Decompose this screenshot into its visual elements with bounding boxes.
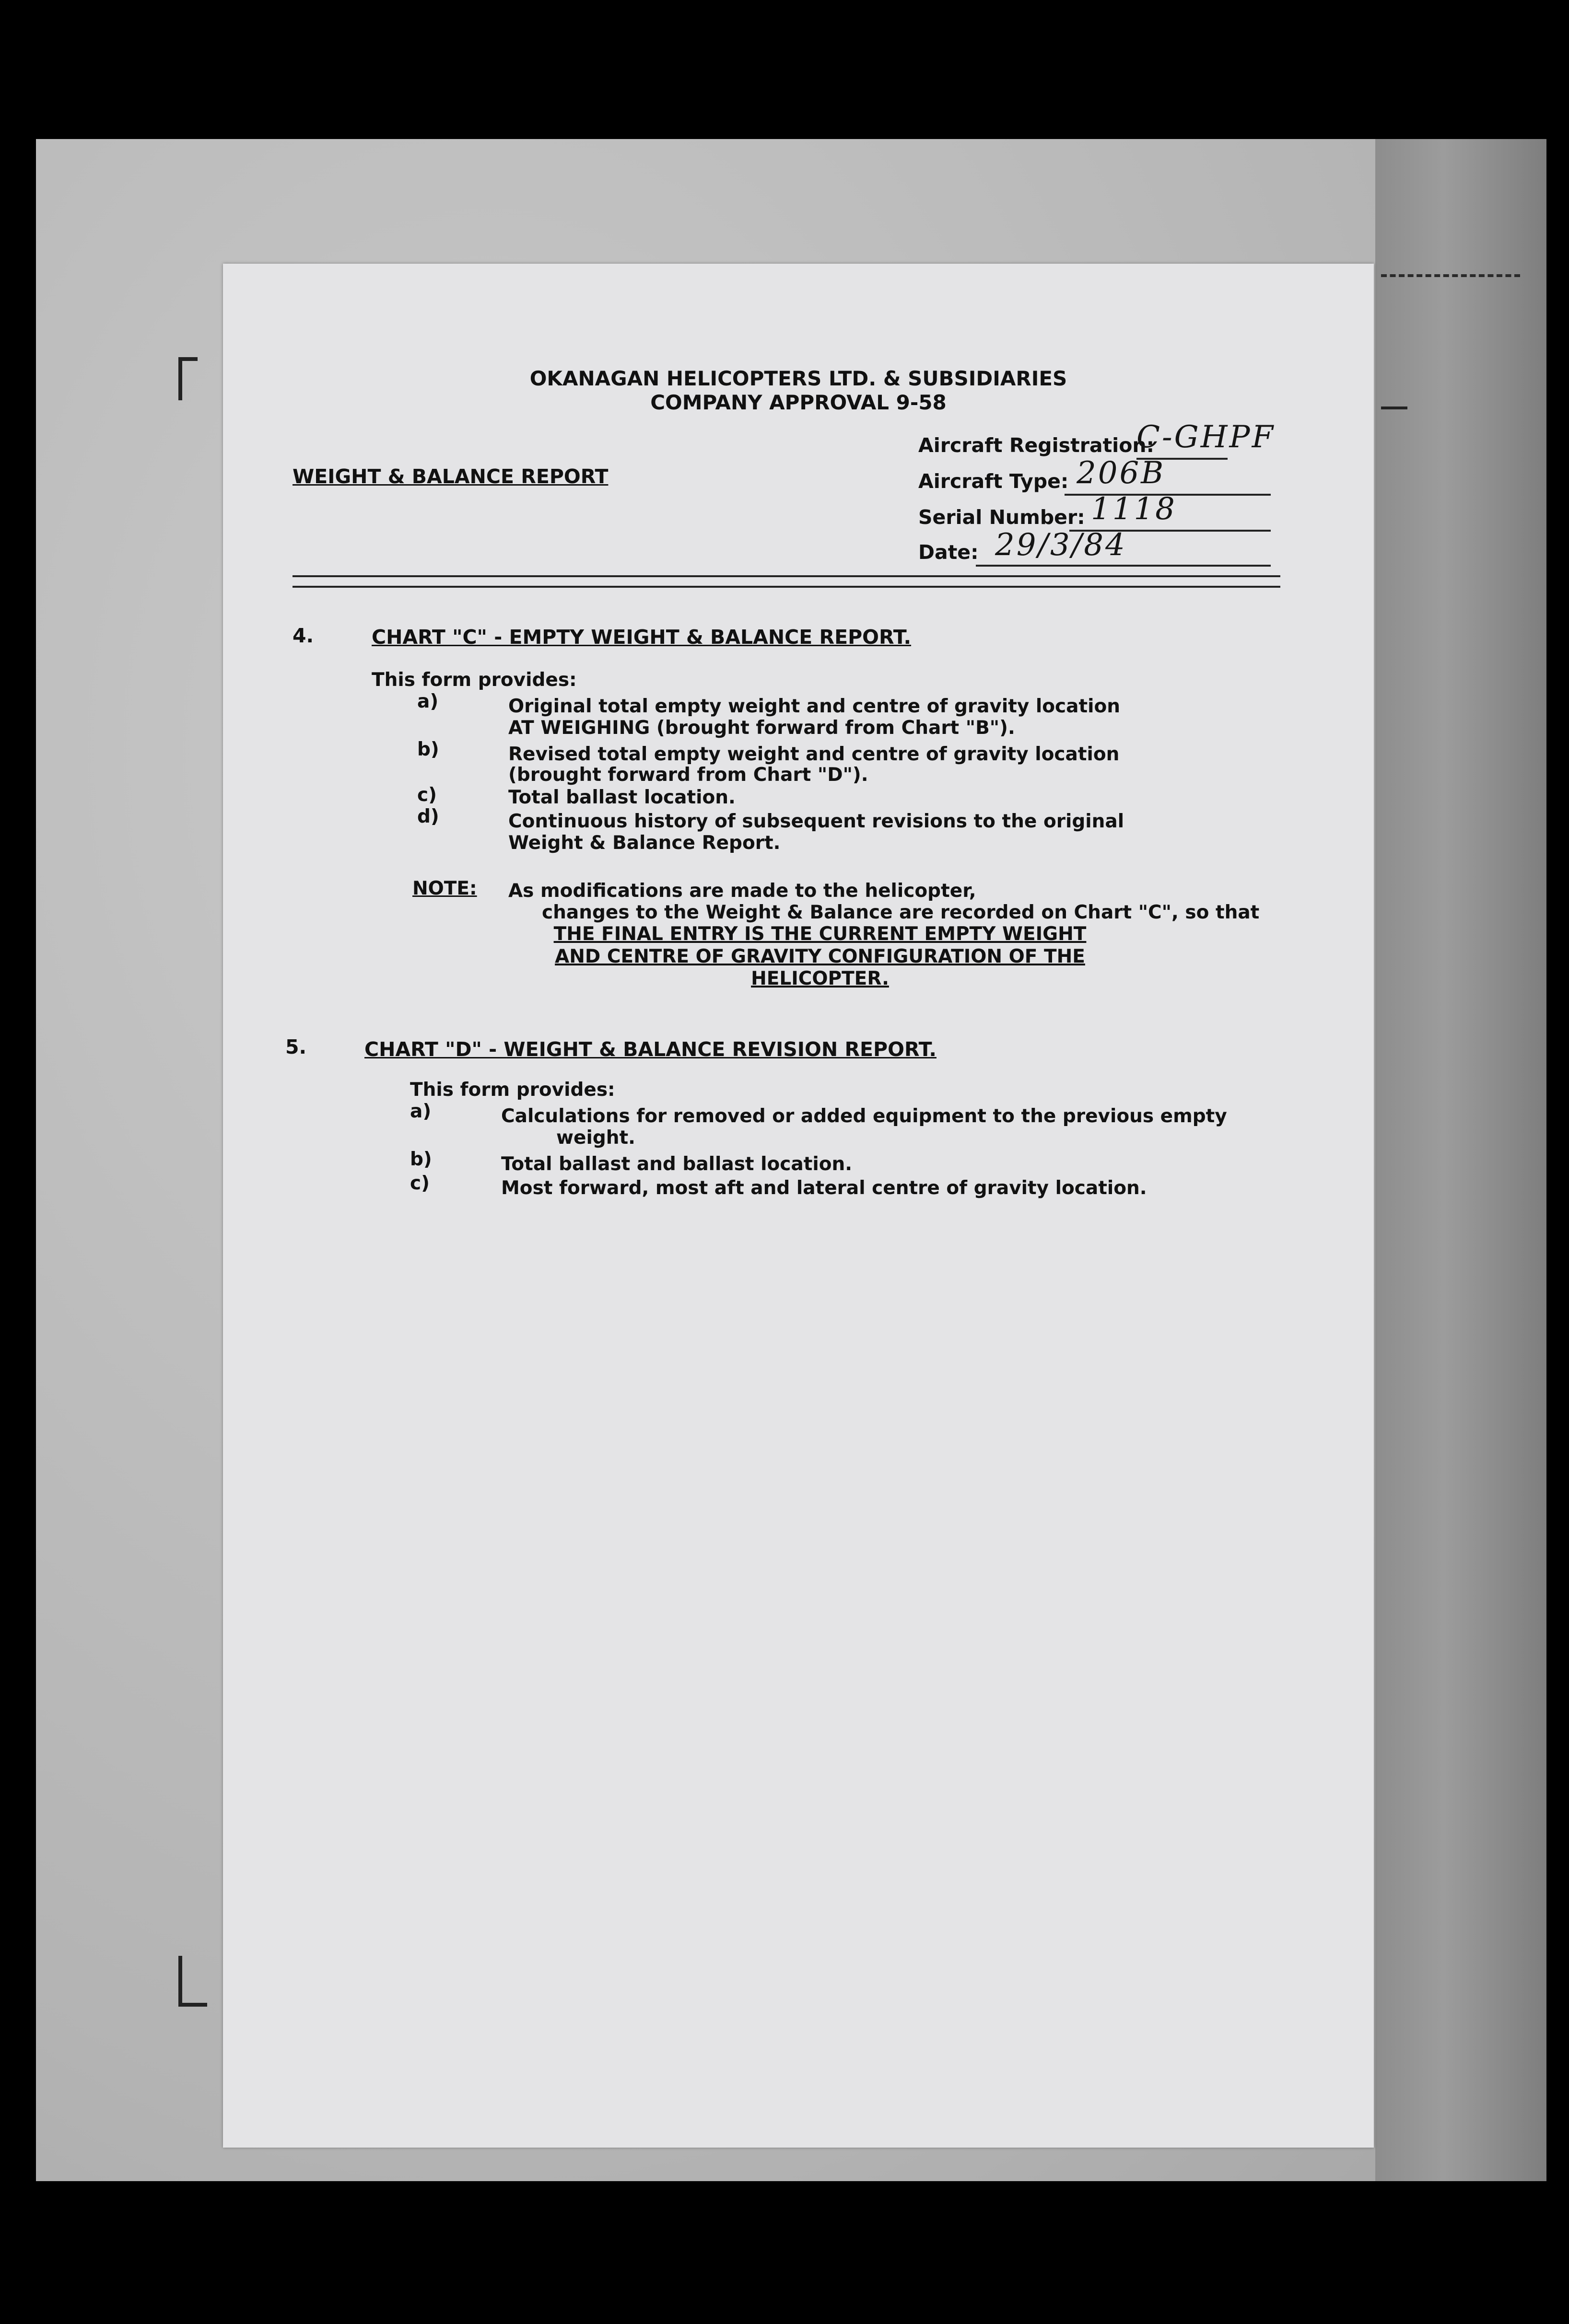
section5-item-b-marker: b) [410, 1149, 432, 1170]
document-page [223, 264, 1374, 2148]
registration-label: Aircraft Registration: [918, 434, 1154, 457]
corner-mark-top-h [178, 357, 198, 361]
serial-label: Serial Number: [918, 506, 1085, 529]
type-value: 206B [1077, 455, 1166, 491]
section4-item-c: Total ballast location. [508, 787, 736, 808]
section5-item-b: Total ballast and ballast location. [501, 1153, 853, 1175]
corner-mark-top [178, 357, 182, 400]
section4-item-b: Revised total empty weight and centre of gravity location [508, 744, 1120, 765]
note-emphasis-2: AND CENTRE OF GRAVITY CONFIGURATION OF THE [555, 946, 1085, 967]
corner-mark-bottom [178, 1956, 182, 2006]
date-line [976, 565, 1271, 567]
section4-item-c-marker: c) [417, 784, 437, 806]
section5-intro: This form provides: [410, 1079, 615, 1101]
section4-title: CHART "C" - EMPTY WEIGHT & BALANCE REPORT. [372, 626, 912, 649]
registration-value: C-GHPF [1136, 419, 1275, 455]
company-approval: COMPANY APPROVAL 9-58 [650, 391, 947, 414]
section4-item-a-cont: AT WEIGHING (brought forward from Chart "B"). [508, 717, 1015, 739]
backing-board-edge [1375, 139, 1546, 2181]
section5-title: CHART "D" - WEIGHT & BALANCE REVISION REPORT. [364, 1038, 937, 1061]
date-label: Date: [918, 541, 979, 564]
section4-item-d-marker: d) [417, 806, 439, 827]
company-name: OKANAGAN HELICOPTERS LTD. & SUBSIDIARIES [529, 367, 1067, 390]
report-title: WEIGHT & BALANCE REPORT [293, 465, 609, 488]
note-emphasis-3: HELICOPTER. [751, 968, 889, 989]
serial-value: 1118 [1091, 491, 1177, 527]
note-line2: changes to the Weight & Balance are recorded on Chart "C", so that [542, 902, 1260, 923]
section5-item-c-marker: c) [410, 1173, 430, 1194]
section4-item-b-marker: b) [417, 739, 439, 760]
section4-item-a: Original total empty weight and centre of gravity location [508, 696, 1121, 717]
date-value: 29/3/84 [995, 527, 1127, 563]
section5-number: 5. [285, 1035, 307, 1058]
section4-item-d: Continuous history of subsequent revisions to the original [508, 811, 1124, 832]
section4-number: 4. [293, 624, 314, 647]
section5-item-a-cont: weight. [556, 1127, 635, 1149]
section5-item-a-marker: a) [410, 1101, 432, 1122]
divider-bottom [293, 586, 1280, 588]
section5-item-c: Most forward, most aft and lateral centre of gravity location. [501, 1177, 1147, 1199]
corner-mark-bottom-h [178, 2003, 207, 2007]
type-label: Aircraft Type: [918, 470, 1069, 493]
note-emphasis-1: THE FINAL ENTRY IS THE CURRENT EMPTY WEIGHT [553, 923, 1087, 945]
dashed-edge-mark [1381, 274, 1520, 277]
divider-top [293, 575, 1280, 577]
note-line1: As modifications are made to the helicopter, [508, 880, 976, 902]
section4-intro: This form provides: [372, 669, 577, 691]
section4-item-a-marker: a) [417, 691, 439, 712]
section4-item-b-cont: (brought forward from Chart "D"). [508, 764, 868, 786]
section5-item-a: Calculations for removed or added equipment to the previous empty [501, 1105, 1227, 1127]
arrow-mark [1381, 407, 1407, 409]
note-label: NOTE: [412, 878, 477, 899]
section4-item-d-cont: Weight & Balance Report. [508, 832, 781, 854]
